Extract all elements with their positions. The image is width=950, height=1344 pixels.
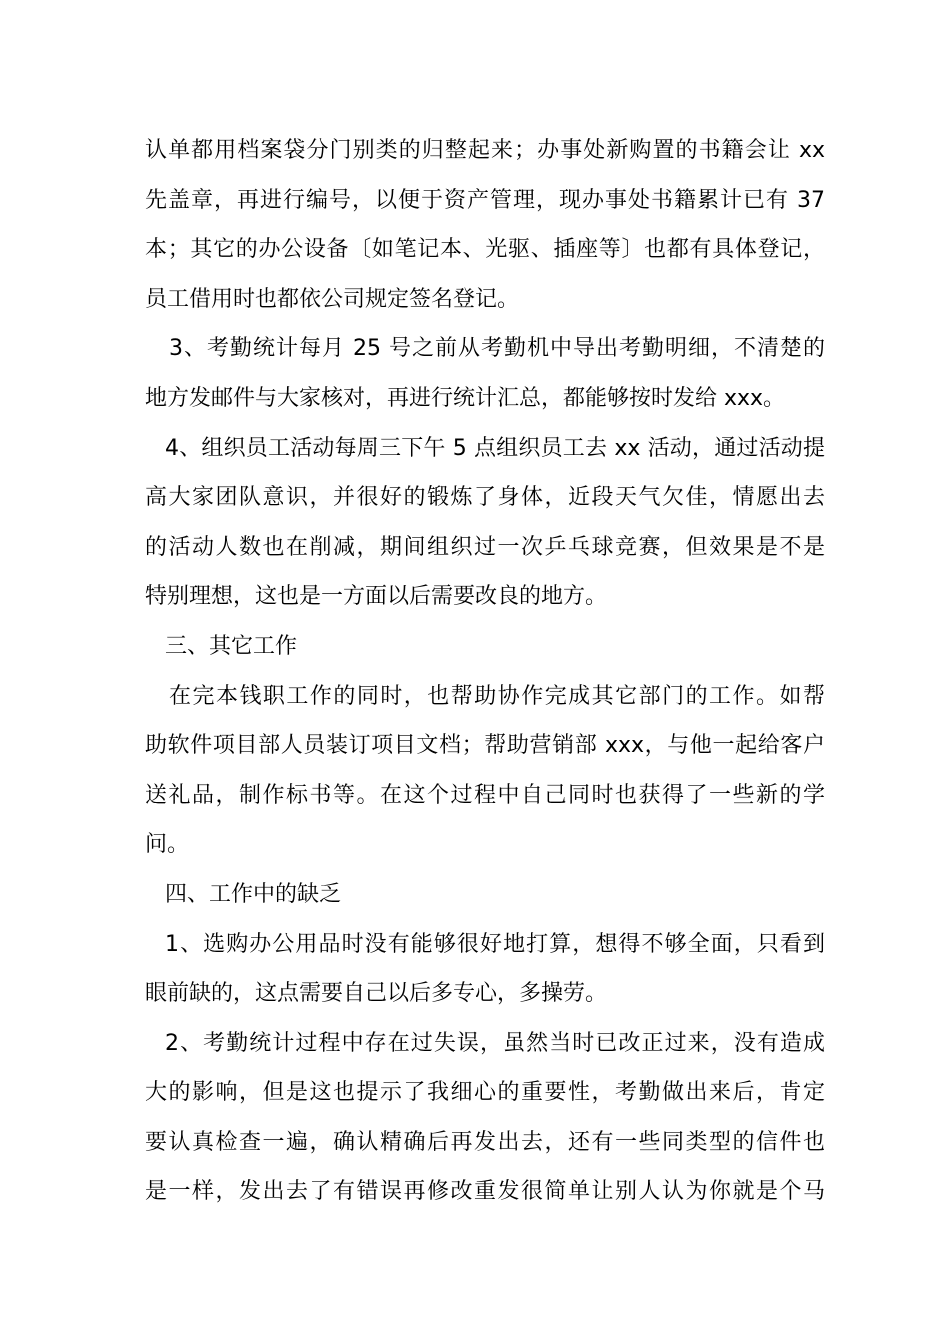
text-line: 1、选购办公用品时没有能够很好地打算，想得不够全面，只看到 [165,931,825,957]
text-line: 特别理想，这也是一方面以后需要改良的地方。 [145,584,608,610]
text-line: 高大家团队意识，并很好的锻炼了身体，近段天气欠佳，情愿出去 [145,485,825,511]
text-line: 认单都用档案袋分门别类的归整起来；办事处新购置的书籍会让 xx [145,138,825,163]
text-line: 送礼品，制作标书等。在这个过程中自己同时也获得了一些新的学 [145,782,825,808]
text-line: 要认真检查一遍，确认精确后再发出去，还有一些同类型的信件也 [145,1129,825,1155]
text-line: 是一样，发出去了有错误再修改重发很简单让别人认为你就是个马 [145,1179,825,1205]
text-line: 2、考勤统计过程中存在过失误，虽然当时已改正过来，没有造成 [165,1030,825,1056]
text-line: 先盖章，再进行编号，以便于资产管理，现办事处书籍累计已有 37 [145,187,825,213]
text-line: 地方发邮件与大家核对，再进行统计汇总，都能够按时发给 xxx。 [145,385,786,411]
text-line: 三、其它工作 [165,633,298,659]
text-line: 在完本钱职工作的同时，也帮助协作完成其它部门的工作。如帮 [169,683,825,709]
text-line: 3、考勤统计每月 25 号之前从考勤机中导出考勤明细，不清楚的 [169,336,825,362]
text-line: 四、工作中的缺乏 [165,881,342,907]
text-line: 的活动人数也在削减，期间组织过一次乒乓球竞赛，但效果是不是 [145,534,825,560]
text-line: 大的影响，但是这也提示了我细心的重要性，考勤做出来后，肯定 [145,1080,825,1106]
text-line: 员工借用时也都依公司规定签名登记。 [145,286,520,312]
text-line: 4、组织员工活动每周三下午 5 点组织员工去 xx 活动，通过活动提 [165,435,825,461]
text-line: 本；其它的办公设备〔如笔记本、光驱、插座等〕也都有具体登记， [145,237,825,263]
text-line: 眼前缺的，这点需要自己以后多专心，多操劳。 [145,981,608,1007]
text-line: 助软件项目部人员装订项目文档；帮助营销部 xxx，与他一起给客户 [145,733,825,759]
text-line: 问。 [145,832,190,858]
document-body [145,126,825,1217]
